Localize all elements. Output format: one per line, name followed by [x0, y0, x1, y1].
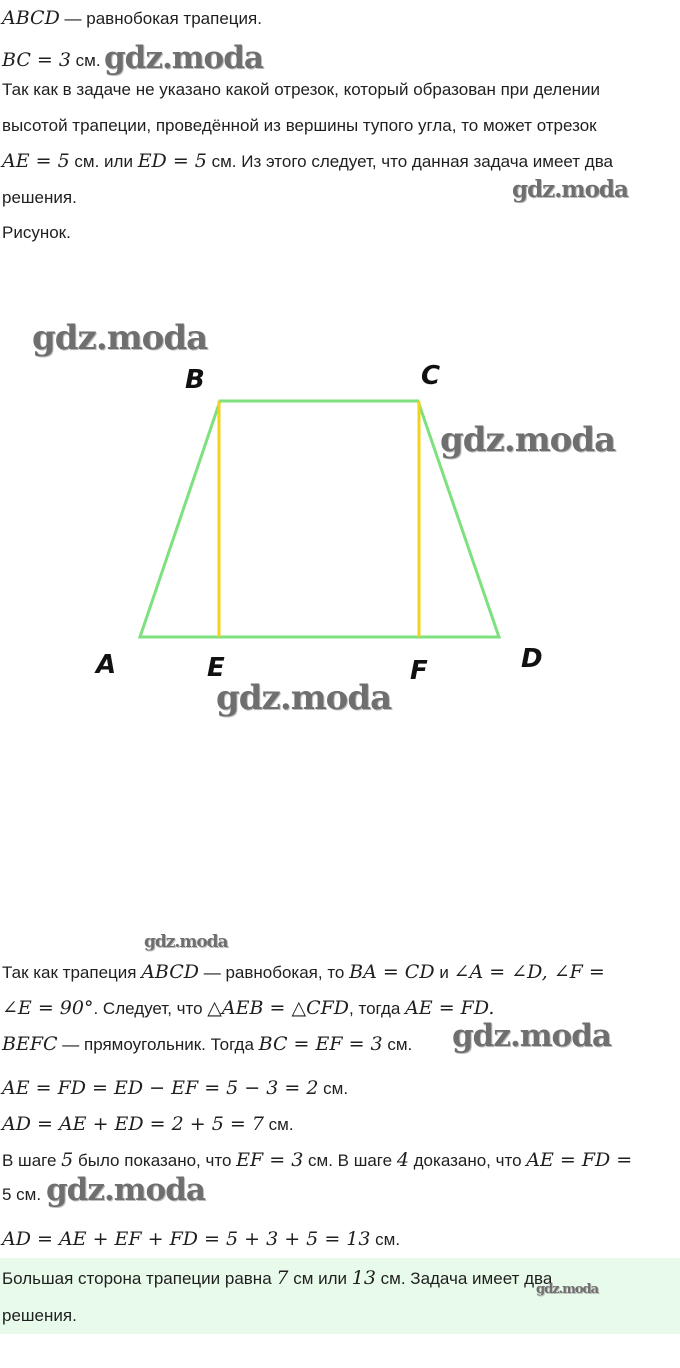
text: см. [70, 51, 101, 70]
watermark: gdz.moda [46, 1172, 205, 1208]
watermark: gdz.moda [452, 1018, 611, 1054]
math: BC = EF = 3 [258, 1033, 383, 1055]
math: BA = CD [349, 961, 435, 983]
text: доказано, что [408, 1151, 527, 1170]
solution-line-4 [2, 1076, 674, 1101]
math: AE = FD = ED − EF = 5 − 3 = 2 [2, 1077, 319, 1099]
math: ED = 5 [137, 150, 207, 172]
intro-line-1 [2, 6, 674, 31]
paragraph-line-4: решения. [2, 188, 77, 207]
math: ∠A = ∠D, ∠F = [453, 961, 605, 983]
watermark: gdz.moda [144, 932, 228, 952]
text: Так как трапеция [2, 963, 142, 982]
watermark: gdz.moda [536, 1282, 599, 1297]
watermark: gdz.moda [512, 176, 628, 203]
label-a: A [96, 650, 117, 680]
answer-line-2: решения. [2, 1306, 77, 1325]
solution-line-7: 5 см. [2, 1185, 42, 1204]
watermark: gdz.moda [104, 40, 263, 76]
math: 7 [276, 1267, 289, 1289]
solution-line-5 [2, 1112, 674, 1137]
math: AE = FD. [405, 997, 495, 1019]
math: 4 [396, 1149, 409, 1171]
text: Большая сторона трапеции равна [2, 1269, 277, 1288]
watermark: gdz.moda [216, 678, 392, 718]
label-e: E [207, 653, 225, 683]
text: — равнобокая трапеция. [59, 9, 262, 28]
text: см. или [69, 152, 138, 171]
text: — равнобокая, то [199, 963, 350, 982]
watermark: gdz.moda [440, 420, 616, 460]
label-c: C [421, 361, 441, 391]
label-f: F [410, 656, 428, 686]
math: BC = 3 [2, 49, 71, 71]
watermark: gdz.moda [32, 318, 208, 358]
text: см. [318, 1079, 349, 1098]
solution-line-1 [2, 960, 674, 985]
text: см. В шаге [303, 1151, 397, 1170]
figure-caption: Рисунок. [2, 223, 71, 242]
paragraph-line-1: Так как в задаче не указано какой отрезок, который образован при делении [2, 80, 601, 99]
math: AE = FD = [526, 1149, 633, 1171]
math: ∠E = 90° [2, 997, 94, 1019]
text: см. [263, 1115, 294, 1134]
math: ABCD [141, 961, 199, 983]
paragraph-line-3 [2, 149, 674, 174]
text: было показано, что [73, 1151, 237, 1170]
text: см. Задача имеет два [375, 1269, 553, 1288]
text: . Следует, что [93, 999, 208, 1018]
text: см или [288, 1269, 352, 1288]
math: AE = 5 [2, 150, 70, 172]
math: EF = 3 [236, 1149, 304, 1171]
math: AD = AE + ED = 2 + 5 = 7 [2, 1113, 264, 1135]
text: см. [382, 1035, 413, 1054]
text: см. [370, 1230, 401, 1249]
math: ABCD [2, 7, 60, 29]
text: и [434, 963, 454, 982]
solution-line-6 [2, 1148, 674, 1173]
math: △AEB = △CFD [207, 997, 350, 1019]
math: BEFC [2, 1033, 58, 1055]
paragraph-line-2: высотой трапеции, проведённой из вершины тупого угла, то может отрезок [2, 116, 597, 135]
text: — прямоугольник. Тогда [57, 1035, 259, 1054]
math: 13 [351, 1267, 376, 1289]
math: 5 [61, 1149, 74, 1171]
math: AD = AE + EF + FD = 5 + 3 + 5 = 13 [2, 1228, 371, 1250]
intro-line-2 [2, 48, 674, 73]
solution-line-8 [2, 1227, 674, 1252]
text: , тогда [349, 999, 406, 1018]
text: см. Из этого следует, что данная задача имеет два [206, 152, 614, 171]
label-d: D [521, 644, 543, 674]
label-b: B [185, 365, 205, 395]
text: В шаге [2, 1151, 62, 1170]
